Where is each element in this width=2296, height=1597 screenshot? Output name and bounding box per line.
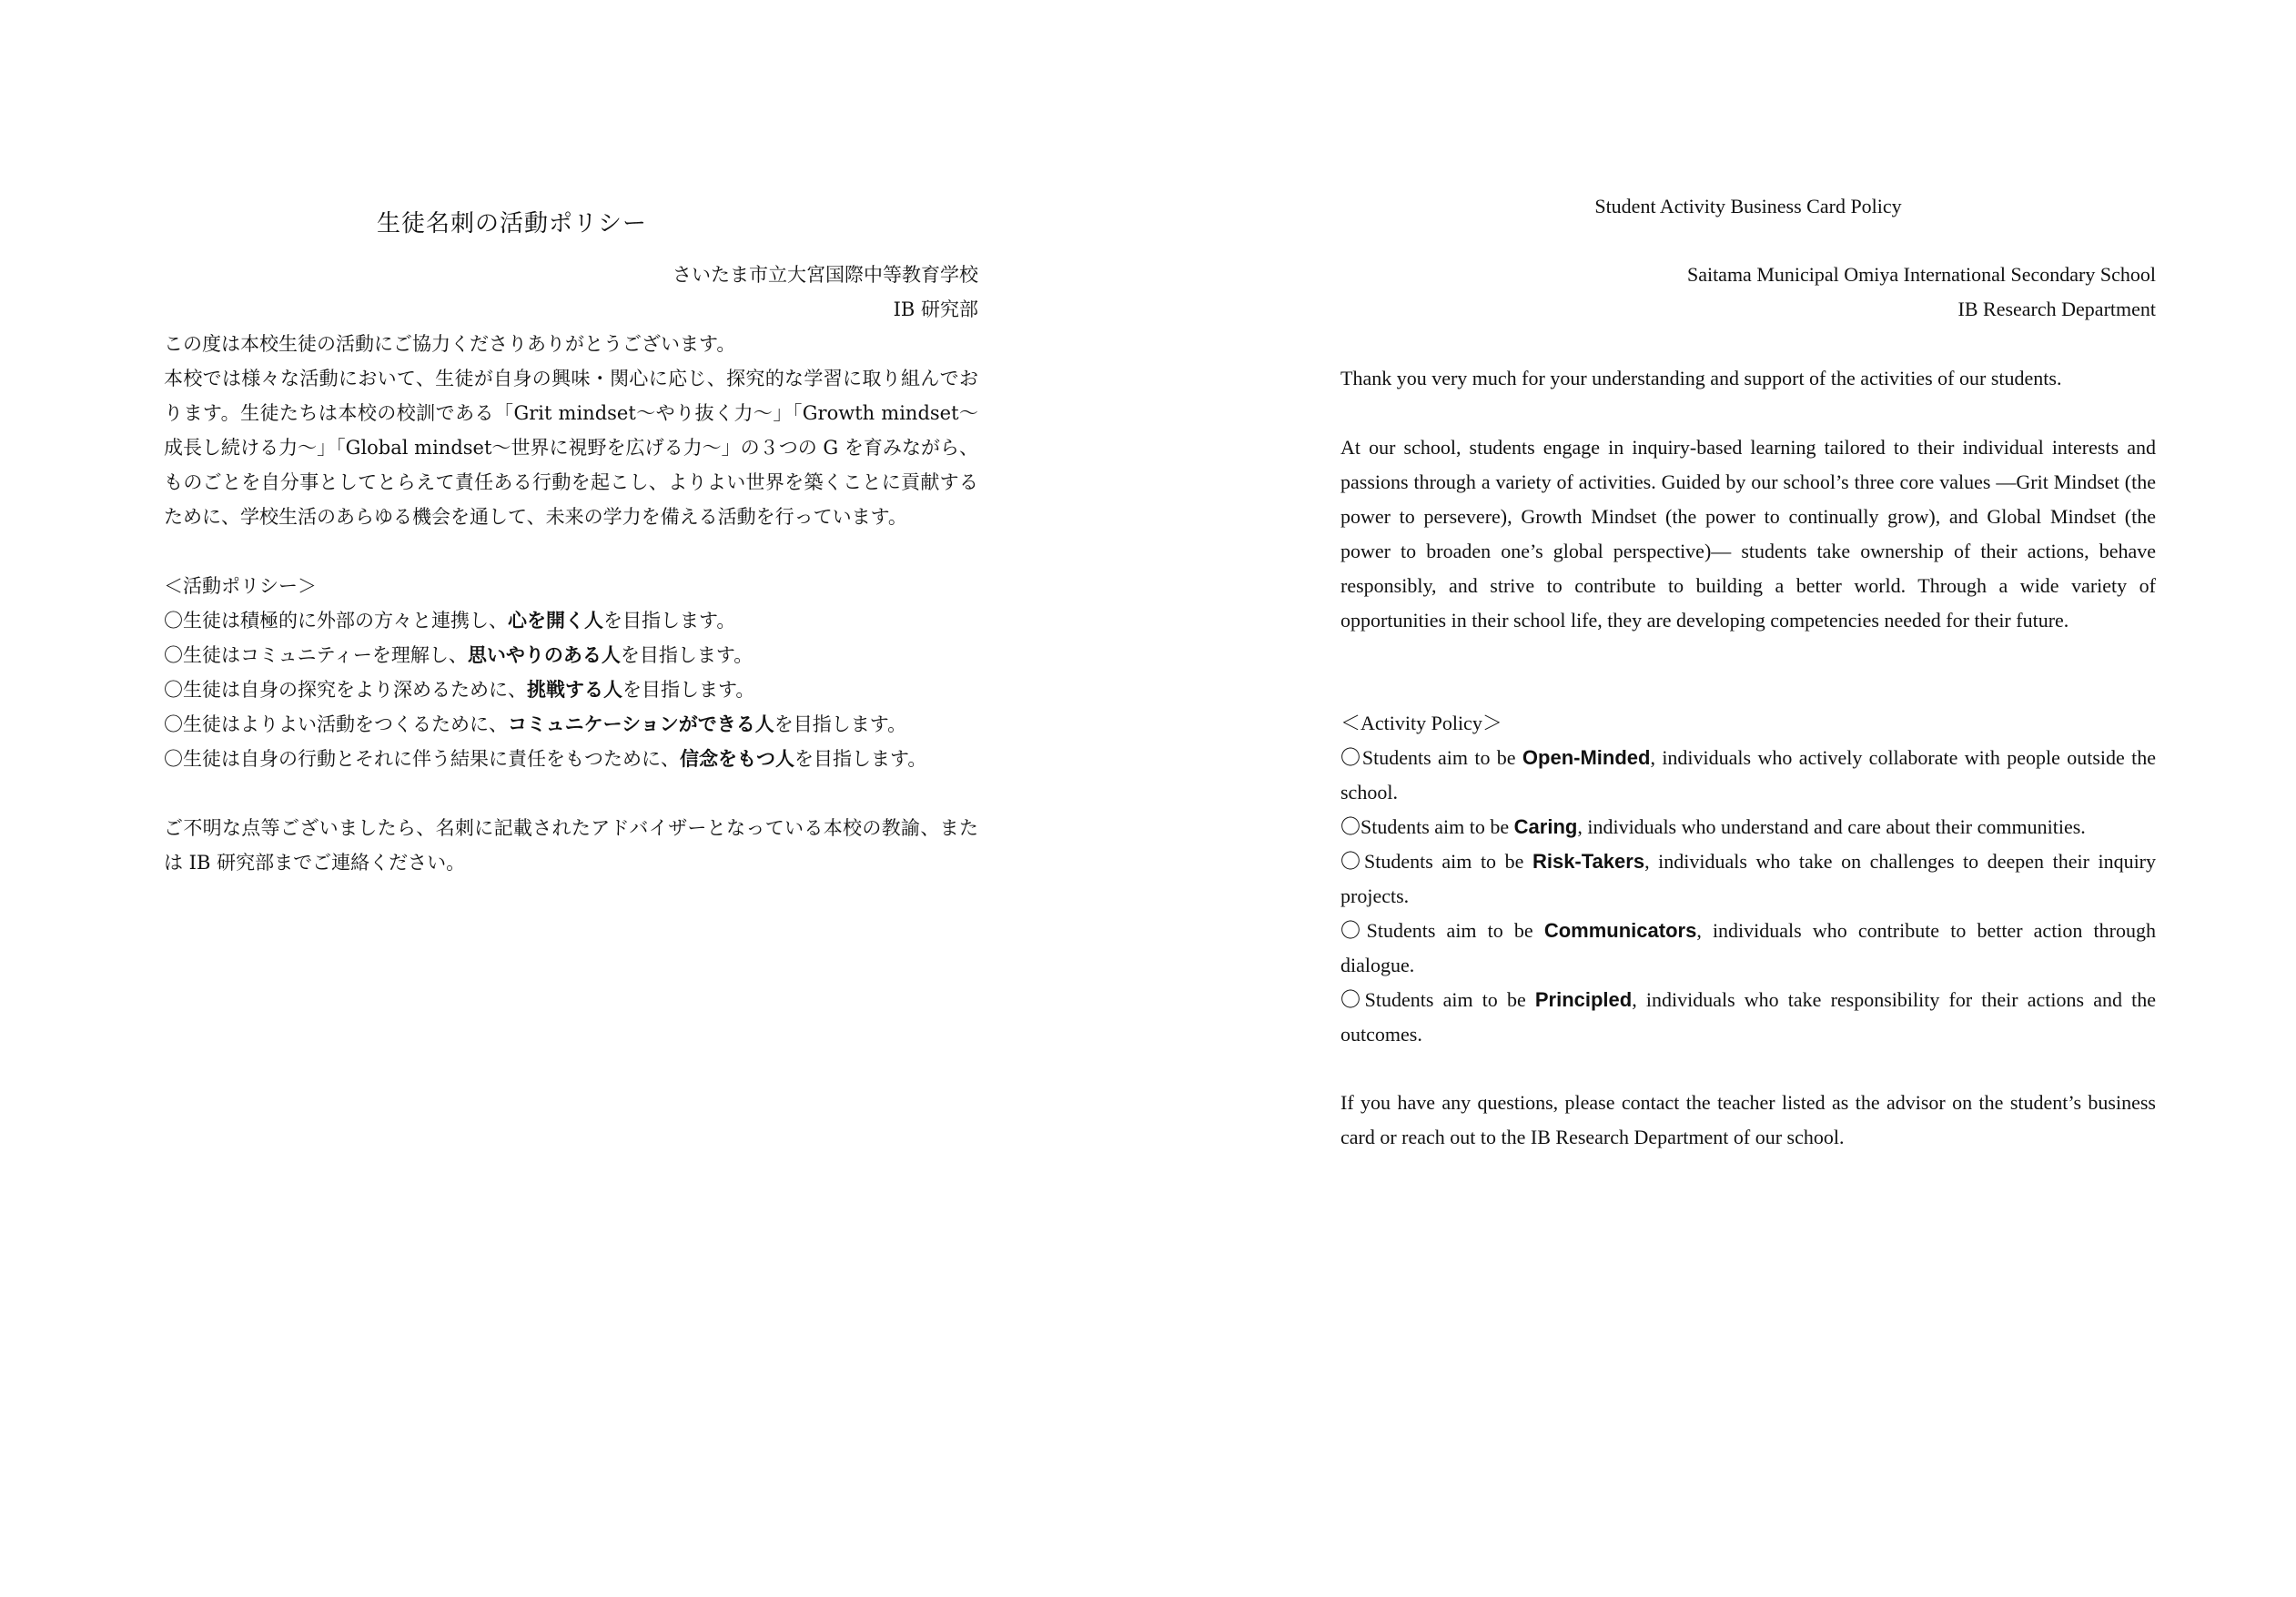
policy-text: 〇生徒は自身の行動とそれに伴う結果に責任をもつために、 [164,748,680,770]
thanks-paragraph-japanese: この度は本校生徒の活動にご協力くださりありがとうございます。 [164,333,736,355]
policy-item [164,638,978,672]
page-title-japanese: 生徒名刺の活動ポリシー [376,210,647,238]
learner-profile-term: Caring [1513,815,1578,838]
learner-profile-term: Risk-Takers [1532,850,1645,873]
policy-text: , individuals who understand and care about their communities. [1577,815,2086,838]
contact-paragraph-japanese: ご不明な点等ございましたら、名刺に記載されたアドバイザーとなっている本校の教諭、または IB 研究部までご連絡ください。 [164,817,978,874]
policy-text: , individuals who contribute to better action through dialogue. [1340,919,2156,976]
policy-item [164,742,978,776]
intro-paragraph-japanese: 本校では様々な活動において、生徒が自身の興味・関心に応じ、探究的な学習に取り組んでおります。生徒たちは本校の校訓である「Grit mindset〜やり抜く力〜」「Growth mindset〜成長し続ける力〜」「Global mindset〜世界に視野を広げる力〜」の３つの G を育みながら、ものごとを自分事としてとらえて責任ある行動を起こし、よりよい世界を築くことに貢献するために、学校生活のあらゆる機会を通して、未来の学力を備える活動を行っています。 [164,368,978,528]
thanks-paragraph-english: Thank you very much for your understanding and support of the activities of our students. [1340,367,2062,389]
school-name-japanese: さいたま市立大宮国際中等教育学校 [673,264,978,286]
policy-text: , individuals who actively collaborate with people outside the school. [1340,746,2156,804]
department-name-japanese: IB 研究部 [893,298,978,320]
policy-text: 〇Students aim to be [1340,919,1544,942]
school-name-english: Saitama Municipal Omiya International Secondary School [1686,263,2156,286]
policy-text: 〇Students aim to be [1340,850,1532,873]
department-name-english: IB Research Department [1957,298,2156,320]
learner-profile-term: 心を開く人 [508,610,603,632]
learner-profile-term: コミュニケーションができる人 [508,713,774,735]
policy-list-japanese [164,603,978,776]
policy-item [164,603,978,638]
learner-profile-term: 信念をもつ人 [680,748,794,770]
learner-profile-term: Communicators [1543,919,1697,942]
policy-item [1340,983,2156,1052]
policy-text: 〇Students aim to be [1340,988,1535,1011]
policy-text: , individuals who take on challenges to deepen their inquiry projects. [1340,850,2157,907]
policy-heading-english: ＜Activity Policy＞ [1340,712,1502,734]
policy-text: を目指します。 [603,610,736,632]
policy-item [1340,810,2156,844]
learner-profile-term: 挑戦する人 [527,679,622,701]
policy-text: , individuals who take responsibility for their actions and the outcomes. [1340,988,2156,1046]
policy-item [1340,844,2156,914]
learner-profile-term: Principled [1534,988,1633,1011]
policy-text: 〇Students aim to be [1340,815,1514,838]
policy-text: 〇生徒は自身の探究をより深めるために、 [164,679,527,701]
policy-text: 〇生徒はコミュニティーを理解し、 [164,644,468,666]
policy-text: を目指します。 [620,644,754,666]
learner-profile-term: Open-Minded [1522,746,1651,769]
policy-item [164,707,978,742]
policy-text: 〇生徒はよりよい活動をつくるために、 [164,713,508,735]
policy-item [164,672,978,707]
policy-text: 〇Students aim to be [1340,746,1522,769]
policy-text: を目指します。 [622,679,755,701]
policy-text: を目指します。 [794,748,927,770]
policy-heading-japanese: ＜活動ポリシー＞ [164,575,317,597]
learner-profile-term: 思いやりのある人 [467,644,621,666]
policy-item [1340,914,2156,983]
intro-paragraph-english: At our school, students engage in inquiry-based learning tailored to their individual interests and passions through a variety of activities. Guided by our school’s three core values —Grit Mindset (the power to persevere), Growth Mindset (the power to continually grow), and Global Mindset (the power to broaden one’s global perspective)— students take ownership of their actions, behave responsibly, and strive to contribute to building a better world. Through a wide variety of opportunities in their school life, they are developing competencies needed for their future. [1340,436,2156,632]
policy-text: を目指します。 [774,713,907,735]
policy-item [1340,741,2156,810]
policy-list-english [1340,741,2156,1052]
contact-paragraph-english: If you have any questions, please contact the teacher listed as the advisor on the student’s business card or reach out to the IB Research Department of our school. [1340,1091,2156,1148]
page-title-english: Student Activity Business Card Policy [1594,195,1902,217]
policy-text: 〇生徒は積極的に外部の方々と連携し、 [164,610,508,632]
